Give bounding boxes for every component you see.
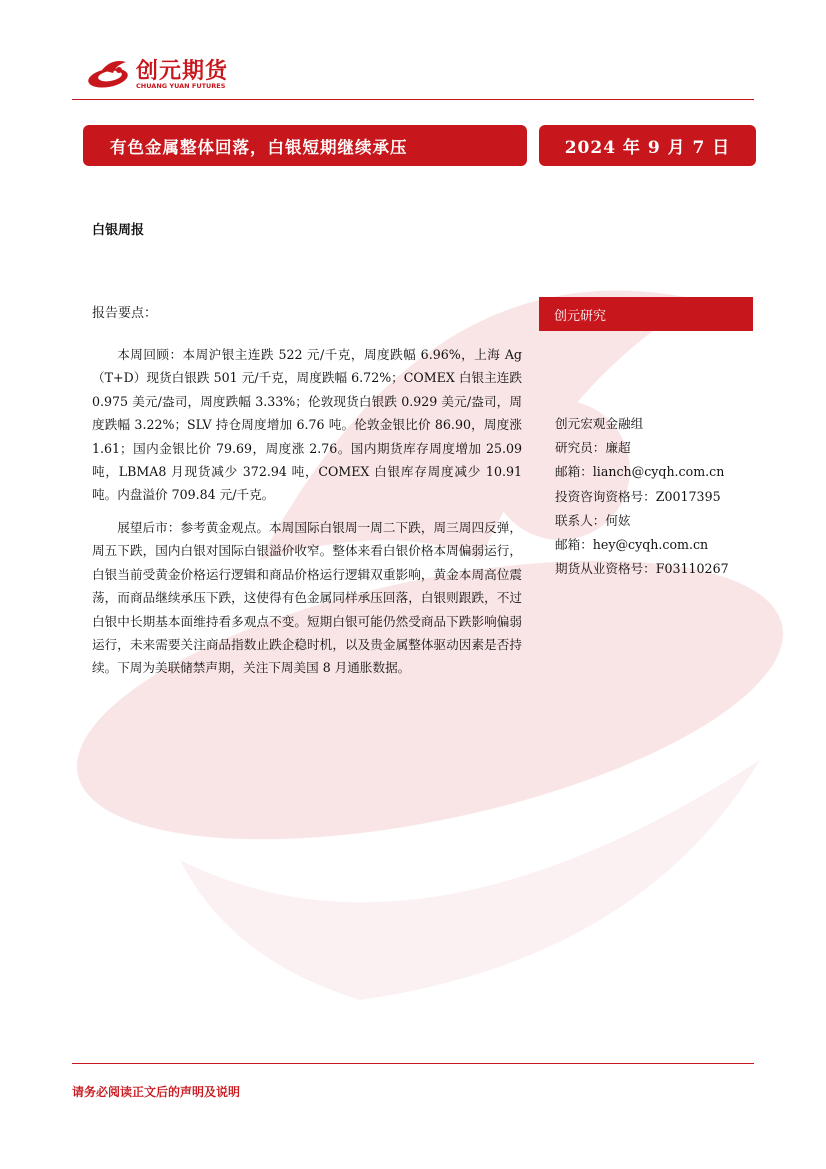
research-tag-label: 创元研究: [554, 308, 607, 324]
contact-futures-license: 期货从业资格号：F03110267: [555, 561, 729, 577]
logo-name: 创元期货: [136, 59, 229, 84]
contact-team: 创元宏观金融组: [555, 416, 644, 431]
research-tag: [539, 297, 753, 331]
logo-subtitle: CHUANG YUAN FUTURES: [136, 82, 226, 90]
company-logo: [86, 52, 246, 96]
contact-person: 联系人：何妶: [555, 512, 631, 528]
contact-person-email: 邮箱：hey@cyqh.com.cn: [555, 537, 709, 553]
contact-advisory-license: 投资咨询资格号：Z0017395: [555, 488, 721, 504]
contact-block: [555, 412, 729, 581]
report-title: 有色金属整体回落，白银短期继续承压: [110, 137, 408, 157]
footer-disclaimer: 请务必阅读正文后的声明及说明: [72, 1085, 241, 1099]
weekly-review-paragraph: 本周回顾：本周沪银主连跌 522 元/千克，周度跌幅 6.96%，上海 Ag（T+D）现货白银跌 501 元/千克，周度跌幅 6.72%；COMEX 白银主连跌 0.975 美元/盎司，周度跌幅 3.33%；伦敦现货白银跌 0.929 美元/盎司，周度跌幅 3.22%；SLV 持仓周度增加 6.76 吨。伦敦金银比价 86.90，周度涨 1.61；国内金银比价 79.69，周度涨 2.76。国内期货库存周度增加 25.09 吨，LBMA8 月现货减少 372.94 吨，COMEX 白银库存周度减少 10.91 吨。内盘溢价 709.84 元/千克。: [92, 347, 522, 503]
date-banner: [539, 125, 756, 166]
report-date: 2024 年 9 月 7 日: [564, 138, 731, 158]
outlook-paragraph: 展望后市：参考黄金观点。本周国际白银周一周二下跌，周三周四反弹，周五下跌，国内白银对国际白银溢价收窄。整体来看白银价格本周偏弱运行，白银当前受黄金价格运行逻辑和商品价格运行逻辑双重影响，黄金本周高位震荡，而商品继续承压下跌，这使得有色金属同样承压回落，白银则跟跌，不过白银中长期基本面维持看多观点不变。短期白银可能仍然受商品下跌影响偏弱运行，未来需要关注商品指数止跌企稳时机，以及贵金属整体驱动因素是否持续。下周为美联储禁声期，关注下周美国 8 月通胀数据。: [92, 520, 522, 676]
title-banner: [83, 125, 527, 166]
footer-divider: [72, 1063, 754, 1064]
header-divider: [72, 99, 754, 100]
logo-swoosh-icon: [86, 56, 134, 90]
report-type: 白银周报: [92, 223, 145, 238]
contact-researcher: 研究员：廉超: [555, 440, 631, 456]
section-heading: 报告要点：: [92, 306, 158, 321]
contact-researcher-email: 邮箱：lianch@cyqh.com.cn: [555, 464, 725, 480]
